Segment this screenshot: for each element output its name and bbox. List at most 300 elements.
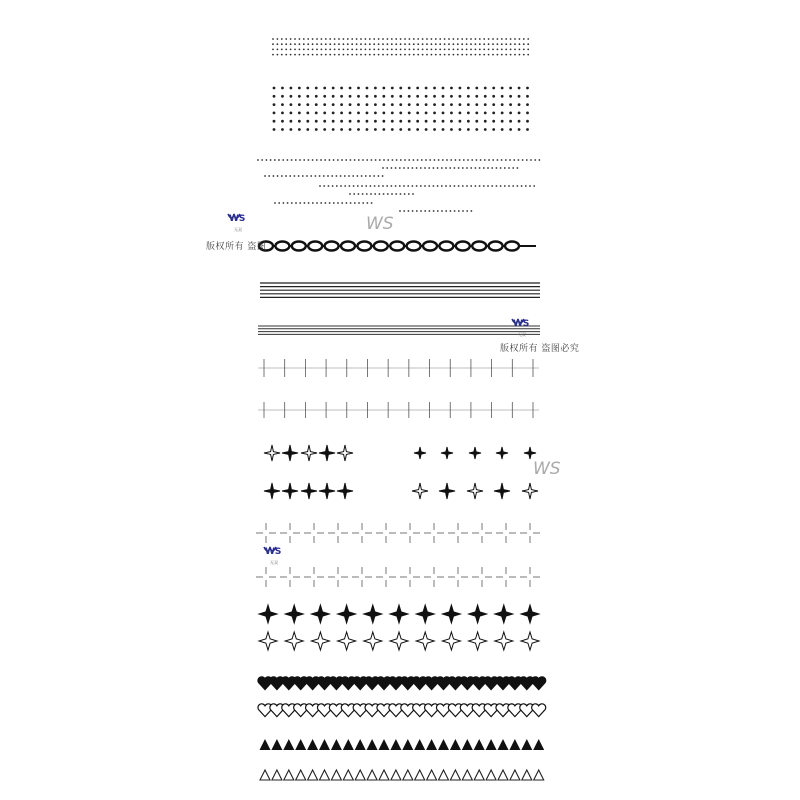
- dot: [299, 49, 301, 51]
- dot: [475, 38, 477, 40]
- dot: [420, 210, 422, 212]
- dot: [505, 49, 507, 51]
- dot: [497, 159, 499, 161]
- triangle-filled: [521, 739, 532, 750]
- dot: [467, 120, 470, 123]
- dot: [458, 167, 460, 169]
- dot: [454, 185, 456, 187]
- triangle-filled: [438, 739, 449, 750]
- dot: [338, 43, 340, 45]
- dot: [379, 159, 381, 161]
- dot: [459, 120, 462, 123]
- dot: [448, 43, 450, 45]
- dot: [497, 54, 499, 56]
- dot: [497, 49, 499, 51]
- dot: [518, 128, 521, 131]
- dot: [475, 87, 478, 90]
- dot: [422, 43, 424, 45]
- star: [496, 447, 508, 459]
- dot: [365, 38, 367, 40]
- dot: [341, 159, 343, 161]
- dot: [446, 159, 448, 161]
- triangle-outline: [320, 770, 330, 780]
- dot: [426, 43, 428, 45]
- dot: [387, 43, 389, 45]
- dot: [315, 175, 317, 177]
- dot: [488, 38, 490, 40]
- dot: [450, 87, 453, 90]
- dot: [325, 54, 327, 56]
- dot: [349, 120, 352, 123]
- dot: [387, 38, 389, 40]
- dot: [458, 210, 460, 212]
- dot: [437, 210, 439, 212]
- dot: [400, 38, 402, 40]
- dashed-cross: [256, 567, 276, 587]
- dot: [409, 38, 411, 40]
- dot: [399, 185, 401, 187]
- dot: [334, 54, 336, 56]
- dot: [439, 38, 441, 40]
- dot: [455, 159, 457, 161]
- dot: [327, 175, 329, 177]
- dot: [391, 54, 393, 56]
- dotted-lines: [257, 159, 540, 212]
- star: [264, 445, 280, 461]
- dot: [366, 112, 369, 115]
- dot: [492, 38, 494, 40]
- dot: [290, 128, 293, 131]
- dot: [373, 49, 375, 51]
- dot: [323, 95, 326, 98]
- dot: [343, 38, 345, 40]
- dot: [509, 112, 512, 115]
- dot: [448, 54, 450, 56]
- dot: [501, 128, 504, 131]
- dot: [332, 87, 335, 90]
- dot: [442, 128, 445, 131]
- dot: [459, 103, 462, 106]
- dot: [408, 87, 411, 90]
- chain-link: [357, 242, 371, 251]
- logo-text: WS: [229, 214, 246, 224]
- dot: [378, 43, 380, 45]
- dot: [374, 112, 377, 115]
- dot: [497, 43, 499, 45]
- dot: [475, 112, 478, 115]
- dot: [273, 112, 276, 115]
- dot: [349, 103, 352, 106]
- chain-link: [390, 242, 404, 251]
- star-outline: [495, 632, 513, 650]
- dot: [417, 159, 419, 161]
- dot: [496, 167, 498, 169]
- dot: [303, 159, 305, 161]
- star-filled: [469, 605, 487, 623]
- dot: [281, 120, 284, 123]
- star: [301, 483, 317, 499]
- dot: [371, 159, 373, 161]
- dot: [412, 210, 414, 212]
- dot: [360, 54, 362, 56]
- dot: [273, 128, 276, 131]
- dot: [295, 202, 297, 204]
- dot: [484, 87, 487, 90]
- dot: [382, 128, 385, 131]
- dot: [514, 49, 516, 51]
- dot: [409, 49, 411, 51]
- dot: [442, 112, 445, 115]
- dot: [450, 120, 453, 123]
- triangle-filled: [331, 739, 342, 750]
- dot: [277, 175, 279, 177]
- dot: [522, 159, 524, 161]
- dot: [518, 103, 521, 106]
- dot: [433, 128, 436, 131]
- dot: [483, 54, 485, 56]
- star-outline: [285, 632, 303, 650]
- dot: [466, 210, 468, 212]
- dot: [391, 38, 393, 40]
- dot: [445, 210, 447, 212]
- star-outline: [338, 632, 356, 650]
- dot: [312, 54, 314, 56]
- dot: [321, 54, 323, 56]
- dot: [366, 95, 369, 98]
- dot: [356, 49, 358, 51]
- dot: [523, 38, 525, 40]
- dot: [484, 159, 486, 161]
- dot: [527, 43, 529, 45]
- dot: [290, 43, 292, 45]
- dot: [360, 43, 362, 45]
- chain-link: [341, 242, 355, 251]
- dot: [492, 112, 495, 115]
- dot: [378, 38, 380, 40]
- dot: [467, 112, 470, 115]
- dot: [412, 185, 414, 187]
- dot: [417, 38, 419, 40]
- dot: [323, 128, 326, 131]
- dot: [475, 167, 477, 169]
- star-outline: [311, 632, 329, 650]
- triangle-filled: [307, 739, 318, 750]
- dot: [387, 159, 389, 161]
- dot: [400, 54, 402, 56]
- dot: [518, 87, 521, 90]
- dot: [386, 167, 388, 169]
- dot: [514, 38, 516, 40]
- dot: [382, 38, 384, 40]
- dot: [450, 95, 453, 98]
- dot: [366, 120, 369, 123]
- chain-link: [489, 242, 503, 251]
- dot: [501, 54, 503, 56]
- dot: [435, 54, 437, 56]
- dot: [360, 49, 362, 51]
- dot: [294, 175, 296, 177]
- dot: [450, 210, 452, 212]
- dot: [425, 103, 428, 106]
- dot: [303, 49, 305, 51]
- dashed-cross: [280, 523, 300, 543]
- dot: [323, 112, 326, 115]
- dot: [362, 202, 364, 204]
- dot: [508, 185, 510, 187]
- dot: [399, 128, 402, 131]
- dot: [391, 95, 394, 98]
- dot: [347, 43, 349, 45]
- dot: [505, 43, 507, 45]
- dot: [344, 175, 346, 177]
- dot: [466, 54, 468, 56]
- dot: [412, 167, 414, 169]
- dot: [357, 112, 360, 115]
- dot: [351, 38, 353, 40]
- logo-text: WS: [265, 547, 282, 557]
- dot: [312, 43, 314, 45]
- dot: [433, 210, 435, 212]
- line-stack: [260, 283, 540, 297]
- triangle-filled: [450, 739, 461, 750]
- dot: [273, 175, 275, 177]
- dot: [273, 103, 276, 106]
- dot: [413, 38, 415, 40]
- dot: [501, 87, 504, 90]
- logo-caption: 无双: [518, 332, 526, 337]
- dot: [461, 38, 463, 40]
- dot: [416, 112, 419, 115]
- dot: [466, 49, 468, 51]
- copyright-text-2: 版权所有 盗图必究: [500, 344, 580, 354]
- dot: [336, 175, 338, 177]
- dot: [361, 175, 363, 177]
- dot: [509, 159, 511, 161]
- dot: [358, 193, 360, 195]
- dot: [442, 120, 445, 123]
- dot: [289, 175, 291, 177]
- dot: [357, 175, 359, 177]
- dot: [417, 43, 419, 45]
- dot: [374, 185, 376, 187]
- dot: [448, 49, 450, 51]
- logo-caption: 无双: [234, 227, 242, 232]
- chain-link: [505, 242, 519, 251]
- dot: [298, 128, 301, 131]
- dot: [356, 43, 358, 45]
- dot: [508, 167, 510, 169]
- dot: [470, 43, 472, 45]
- dot: [449, 185, 451, 187]
- dot: [338, 49, 340, 51]
- dot: [357, 87, 360, 90]
- dot: [417, 54, 419, 56]
- dot: [488, 54, 490, 56]
- dot: [321, 43, 323, 45]
- dashed-cross: [424, 567, 444, 587]
- dot: [272, 49, 274, 51]
- dot: [294, 49, 296, 51]
- dot: [361, 185, 363, 187]
- dot: [510, 43, 512, 45]
- star-outline: [390, 632, 408, 650]
- dot: [526, 95, 529, 98]
- dot: [510, 38, 512, 40]
- dot: [437, 167, 439, 169]
- star-filled: [416, 605, 434, 623]
- dot: [356, 38, 358, 40]
- dot: [334, 43, 336, 45]
- dot: [291, 202, 293, 204]
- star: [301, 445, 317, 461]
- dot: [319, 185, 321, 187]
- dashed-cross: [304, 567, 324, 587]
- dot: [391, 43, 393, 45]
- dot: [523, 49, 525, 51]
- dot: [399, 95, 402, 98]
- dot: [510, 49, 512, 51]
- dot: [399, 167, 401, 169]
- chain-link: [308, 242, 322, 251]
- dot: [422, 49, 424, 51]
- dot: [391, 87, 394, 90]
- dot: [349, 185, 351, 187]
- dot: [349, 95, 352, 98]
- dot: [426, 49, 428, 51]
- dot: [500, 167, 502, 169]
- dot: [278, 159, 280, 161]
- dot: [281, 38, 283, 40]
- star: [282, 483, 298, 499]
- dot: [444, 43, 446, 45]
- dot: [383, 193, 385, 195]
- dot: [518, 159, 520, 161]
- triangle-filled: [271, 739, 282, 750]
- dot: [374, 193, 376, 195]
- dashed-cross: [448, 567, 468, 587]
- dot: [273, 95, 276, 98]
- dot: [367, 202, 369, 204]
- dot: [396, 159, 398, 161]
- dot: [303, 38, 305, 40]
- dot: [407, 185, 409, 187]
- dot: [539, 159, 541, 161]
- dot: [470, 167, 472, 169]
- dot: [362, 159, 364, 161]
- dot: [316, 159, 318, 161]
- dot: [505, 38, 507, 40]
- dot: [281, 43, 283, 45]
- dot: [395, 185, 397, 187]
- dot: [479, 43, 481, 45]
- dot: [370, 193, 372, 195]
- dot: [362, 193, 364, 195]
- dot: [316, 54, 318, 56]
- dot: [328, 185, 330, 187]
- dot: [431, 38, 433, 40]
- dot: [454, 167, 456, 169]
- dot: [382, 95, 385, 98]
- dot: [281, 95, 284, 98]
- dot: [391, 185, 393, 187]
- dot: [261, 159, 263, 161]
- dot: [487, 167, 489, 169]
- chain-link: [292, 242, 306, 251]
- dot: [374, 128, 377, 131]
- dot: [357, 95, 360, 98]
- dot: [295, 159, 297, 161]
- dot: [504, 185, 506, 187]
- dashed-crosses-2: [256, 567, 540, 587]
- dot: [400, 43, 402, 45]
- ws-logo-1: [228, 214, 245, 232]
- dot: [347, 54, 349, 56]
- dot: [404, 43, 406, 45]
- star-outline: [259, 632, 277, 650]
- dot: [307, 49, 309, 51]
- dot: [331, 175, 333, 177]
- triangle-outline: [510, 770, 520, 780]
- triangle-outline: [391, 770, 401, 780]
- star: [524, 447, 536, 459]
- dot: [349, 128, 352, 131]
- dashed-cross: [400, 567, 420, 587]
- dot: [457, 49, 459, 51]
- dot: [504, 167, 506, 169]
- triangle-filled: [283, 739, 294, 750]
- dot: [373, 54, 375, 56]
- crosses: [258, 402, 539, 418]
- dot: [501, 49, 503, 51]
- dashed-cross: [424, 523, 444, 543]
- dot: [483, 167, 485, 169]
- dot: [441, 185, 443, 187]
- star: [494, 483, 510, 499]
- dot: [523, 43, 525, 45]
- chain-link: [275, 242, 289, 251]
- dot: [382, 87, 385, 90]
- star-outline: [364, 632, 382, 650]
- dot: [299, 202, 301, 204]
- dot: [323, 185, 325, 187]
- dot: [373, 175, 375, 177]
- dot: [357, 103, 360, 106]
- dot: [337, 202, 339, 204]
- dot: [444, 49, 446, 51]
- dashed-cross: [352, 523, 372, 543]
- dot: [487, 185, 489, 187]
- dot: [306, 103, 309, 106]
- star-filled: [338, 605, 356, 623]
- dot: [268, 175, 270, 177]
- dot: [471, 210, 473, 212]
- dot: [366, 87, 369, 90]
- triangle-outline: [331, 770, 341, 780]
- dot: [365, 54, 367, 56]
- dot: [450, 128, 453, 131]
- dot: [445, 167, 447, 169]
- dot: [479, 54, 481, 56]
- star: [414, 447, 426, 459]
- dot: [439, 54, 441, 56]
- dot: [496, 185, 498, 187]
- dot: [365, 43, 367, 45]
- dot: [467, 128, 470, 131]
- dot: [347, 38, 349, 40]
- dot: [378, 175, 380, 177]
- dot: [479, 185, 481, 187]
- dot: [306, 112, 309, 115]
